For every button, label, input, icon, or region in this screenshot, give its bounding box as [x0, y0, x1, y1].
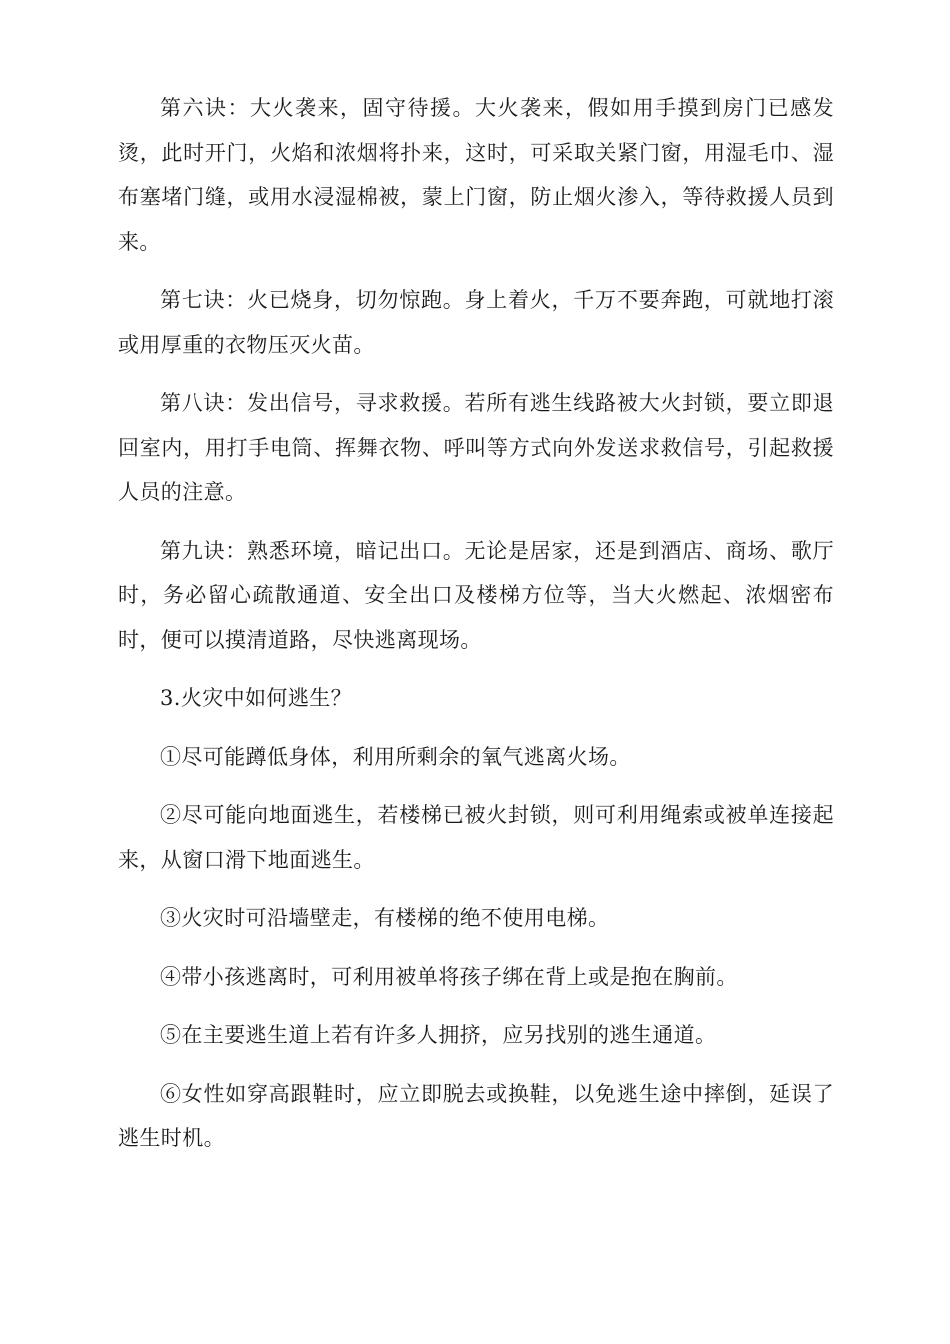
paragraph-rule-8: 第八诀：发出信号，寻求救援。若所有逃生线路被大火封锁，要立即退回室内，用打手电筒、挥舞衣物、呼叫等方式向外发送求救信号，引起救援人员的注意。: [118, 391, 834, 504]
list-item-1: ①尽可能蹲低身体，利用所剩余的氧气逃离火场。: [160, 744, 631, 769]
list-item-6: ⑥女性如穿高跟鞋时，应立即脱去或换鞋，以免逃生途中摔倒，延误了逃生时机。: [118, 1081, 834, 1150]
paragraph-rule-9: 第九诀：熟悉环境，暗记出口。无论是居家，还是到酒店、商场、歌厅时，务必留心疏散通道、安全出口及楼梯方位等，当大火燃起、浓烟密布时，便可以摸清道路，尽快逃离现场。: [118, 538, 834, 652]
list-item-2: ②尽可能向地面逃生，若楼梯已被火封锁，则可利用绳索或被单连接起来，从窗口滑下地面逃生。: [118, 803, 834, 872]
list-item-5: ⑤在主要逃生道上若有许多人拥挤，应另找别的逃生通道。: [160, 1023, 717, 1047]
document-page: [118, 86, 834, 1161]
section-heading-escape: 3.火灾中如何逃生？: [160, 686, 353, 710]
paragraph-rule-7: 第七诀：火已烧身，切勿惊跑。身上着火，千万不要奔跑，可就地打滚或用厚重的衣物压灭火苗。: [118, 288, 834, 357]
paragraph-rule-6: 第六诀：大火袭来，固守待援。大火袭来，假如用手摸到房门已感发烫，此时开门，火焰和浓烟将扑来，这时，可采取关紧门窗，用湿毛巾、湿布塞堵门缝，或用水浸湿棉被，蒙上门窗，防止烟火渗入，等待救援人员到来。: [118, 96, 834, 254]
list-item-4: ④带小孩逃离时，可利用被单将孩子绑在背上或是抱在胸前。: [160, 964, 738, 989]
list-item-3: ③火灾时可沿墙壁走，有楼梯的绝不使用电梯。: [160, 906, 610, 930]
